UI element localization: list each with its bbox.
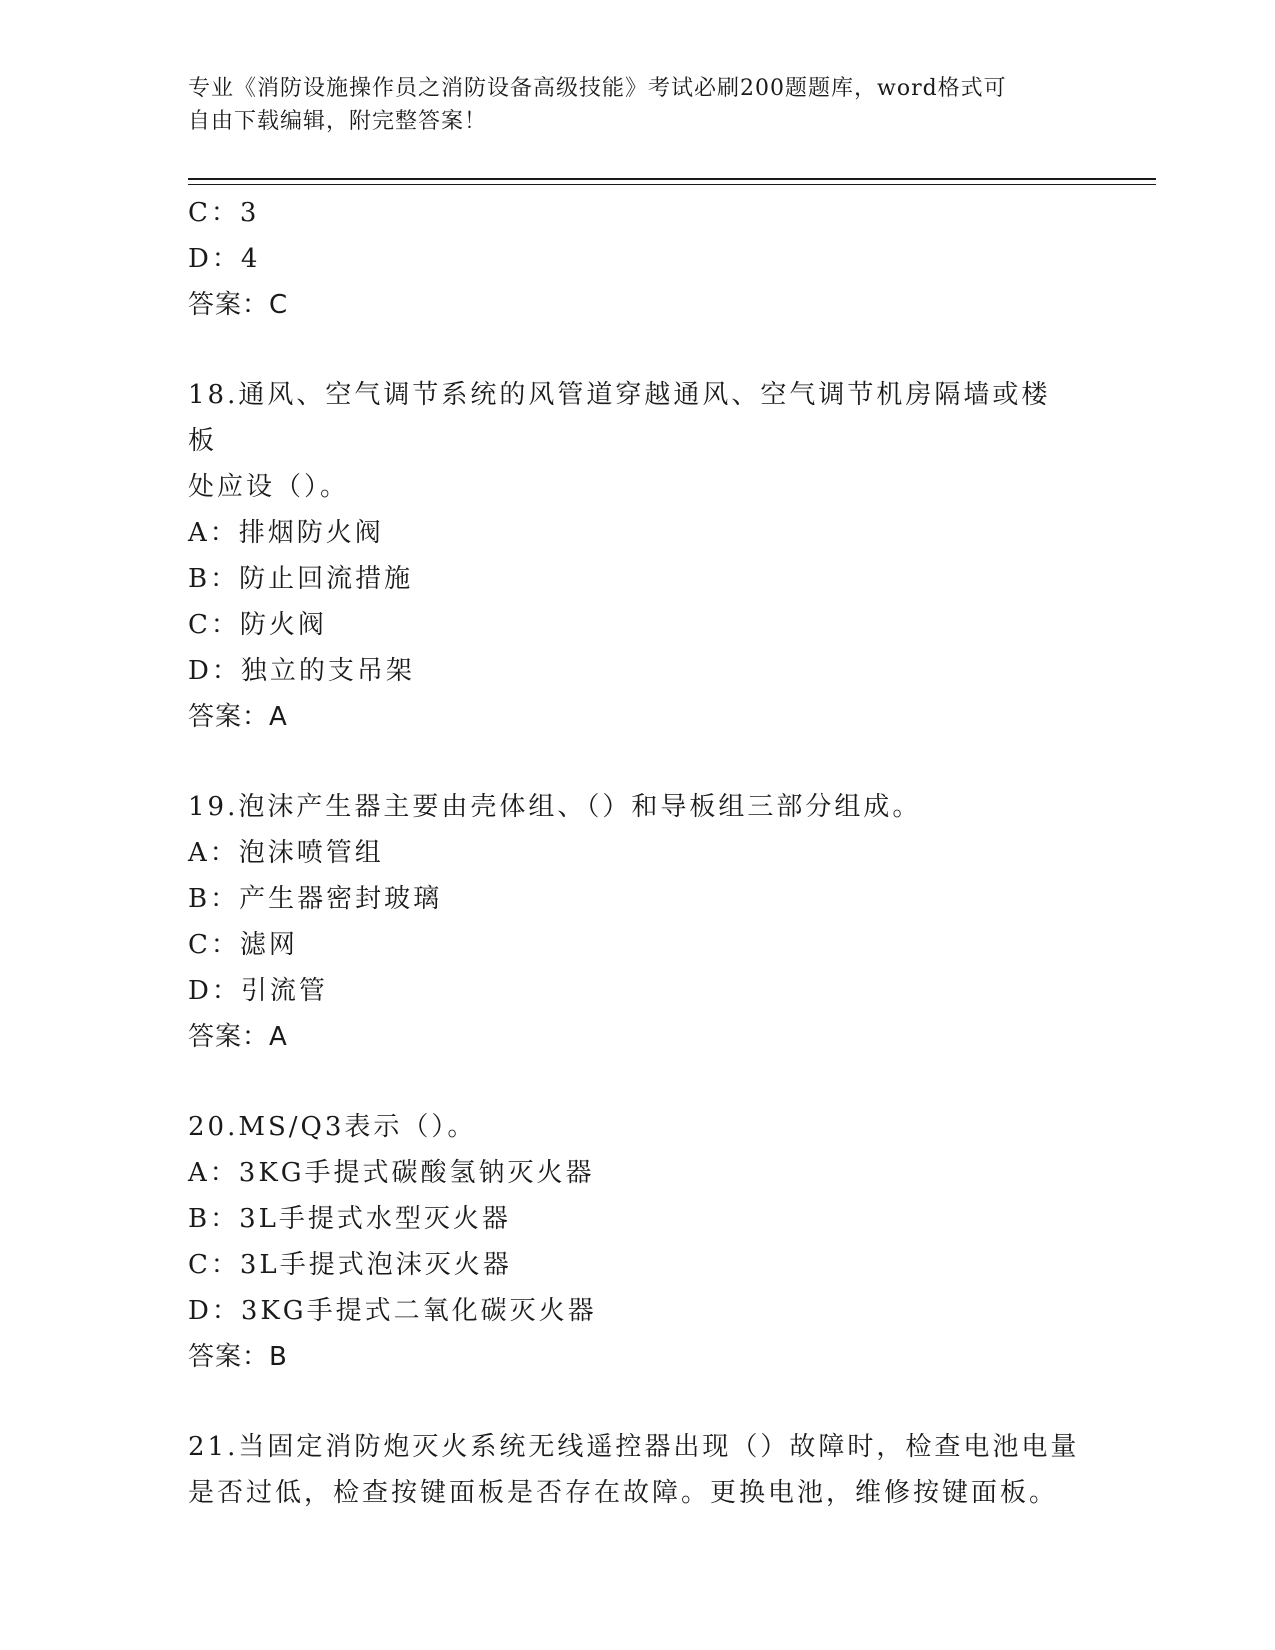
question-stem: 19.泡沫产生器主要由壳体组、（）和导板组三部分组成。: [188, 792, 922, 822]
answer-label: 答案：C: [188, 290, 289, 320]
option-a: A：泡沫喷管组: [188, 838, 384, 868]
question-stem: 20.MS/Q3表示（）。: [188, 1112, 477, 1142]
answer-label: 答案：A: [188, 1022, 288, 1052]
spacer: [188, 1380, 1088, 1424]
document-header: [188, 72, 1088, 138]
stem-line-1: 21.当固定消防炮灭火系统无线遥控器出现（）故障时，检查电池电量: [188, 1432, 1080, 1462]
question-18: [188, 372, 1088, 740]
stem-line-1: 18.通风、空气调节系统的风管道穿越通风、空气调节机房隔墙或楼板: [188, 380, 1051, 456]
option-d: D：引流管: [188, 976, 328, 1006]
header-divider-thick: [188, 178, 1156, 180]
question-stem: [188, 372, 1078, 510]
stem-line-2: 是否过低，检查按键面板是否存在故障。更换电池，维修按键面板。: [188, 1478, 1059, 1508]
option-d: D：4: [188, 244, 261, 274]
option-c: C：滤网: [188, 930, 298, 960]
option-b: B：产生器密封玻璃: [188, 884, 443, 914]
spacer: [188, 1060, 1088, 1104]
question-19: [188, 784, 1088, 1060]
option-c: C：3: [188, 198, 260, 228]
header-title-line-2: 自由下载编辑，附完整答案！: [188, 109, 488, 134]
header-title-line-1: 专业《消防设施操作员之消防设备高级技能》考试必刷200题题库，word格式可: [188, 76, 1007, 101]
answer-label: 答案：B: [188, 1342, 288, 1372]
header-divider-thin: [188, 184, 1156, 185]
option-d: D：独立的支吊架: [188, 656, 415, 686]
option-c: C：3L手提式泡沫灭火器: [188, 1250, 512, 1280]
question-20: [188, 1104, 1088, 1380]
question-21: [188, 1424, 1088, 1516]
question-17-tail: [188, 190, 1088, 328]
spacer: [188, 740, 1088, 784]
answer-label: 答案：A: [188, 702, 288, 732]
option-d: D：3KG手提式二氧化碳灭火器: [188, 1296, 597, 1326]
option-c: C：防火阀: [188, 610, 327, 640]
stem-line-2: 处应设（）。: [188, 472, 350, 502]
option-b: B：3L手提式水型灭火器: [188, 1204, 511, 1234]
option-b: B：防止回流措施: [188, 564, 414, 594]
question-list: [188, 190, 1088, 1516]
option-a: A：排烟防火阀: [188, 518, 384, 548]
spacer: [188, 328, 1088, 372]
option-a: A：3KG手提式碳酸氢钠灭火器: [188, 1158, 595, 1188]
